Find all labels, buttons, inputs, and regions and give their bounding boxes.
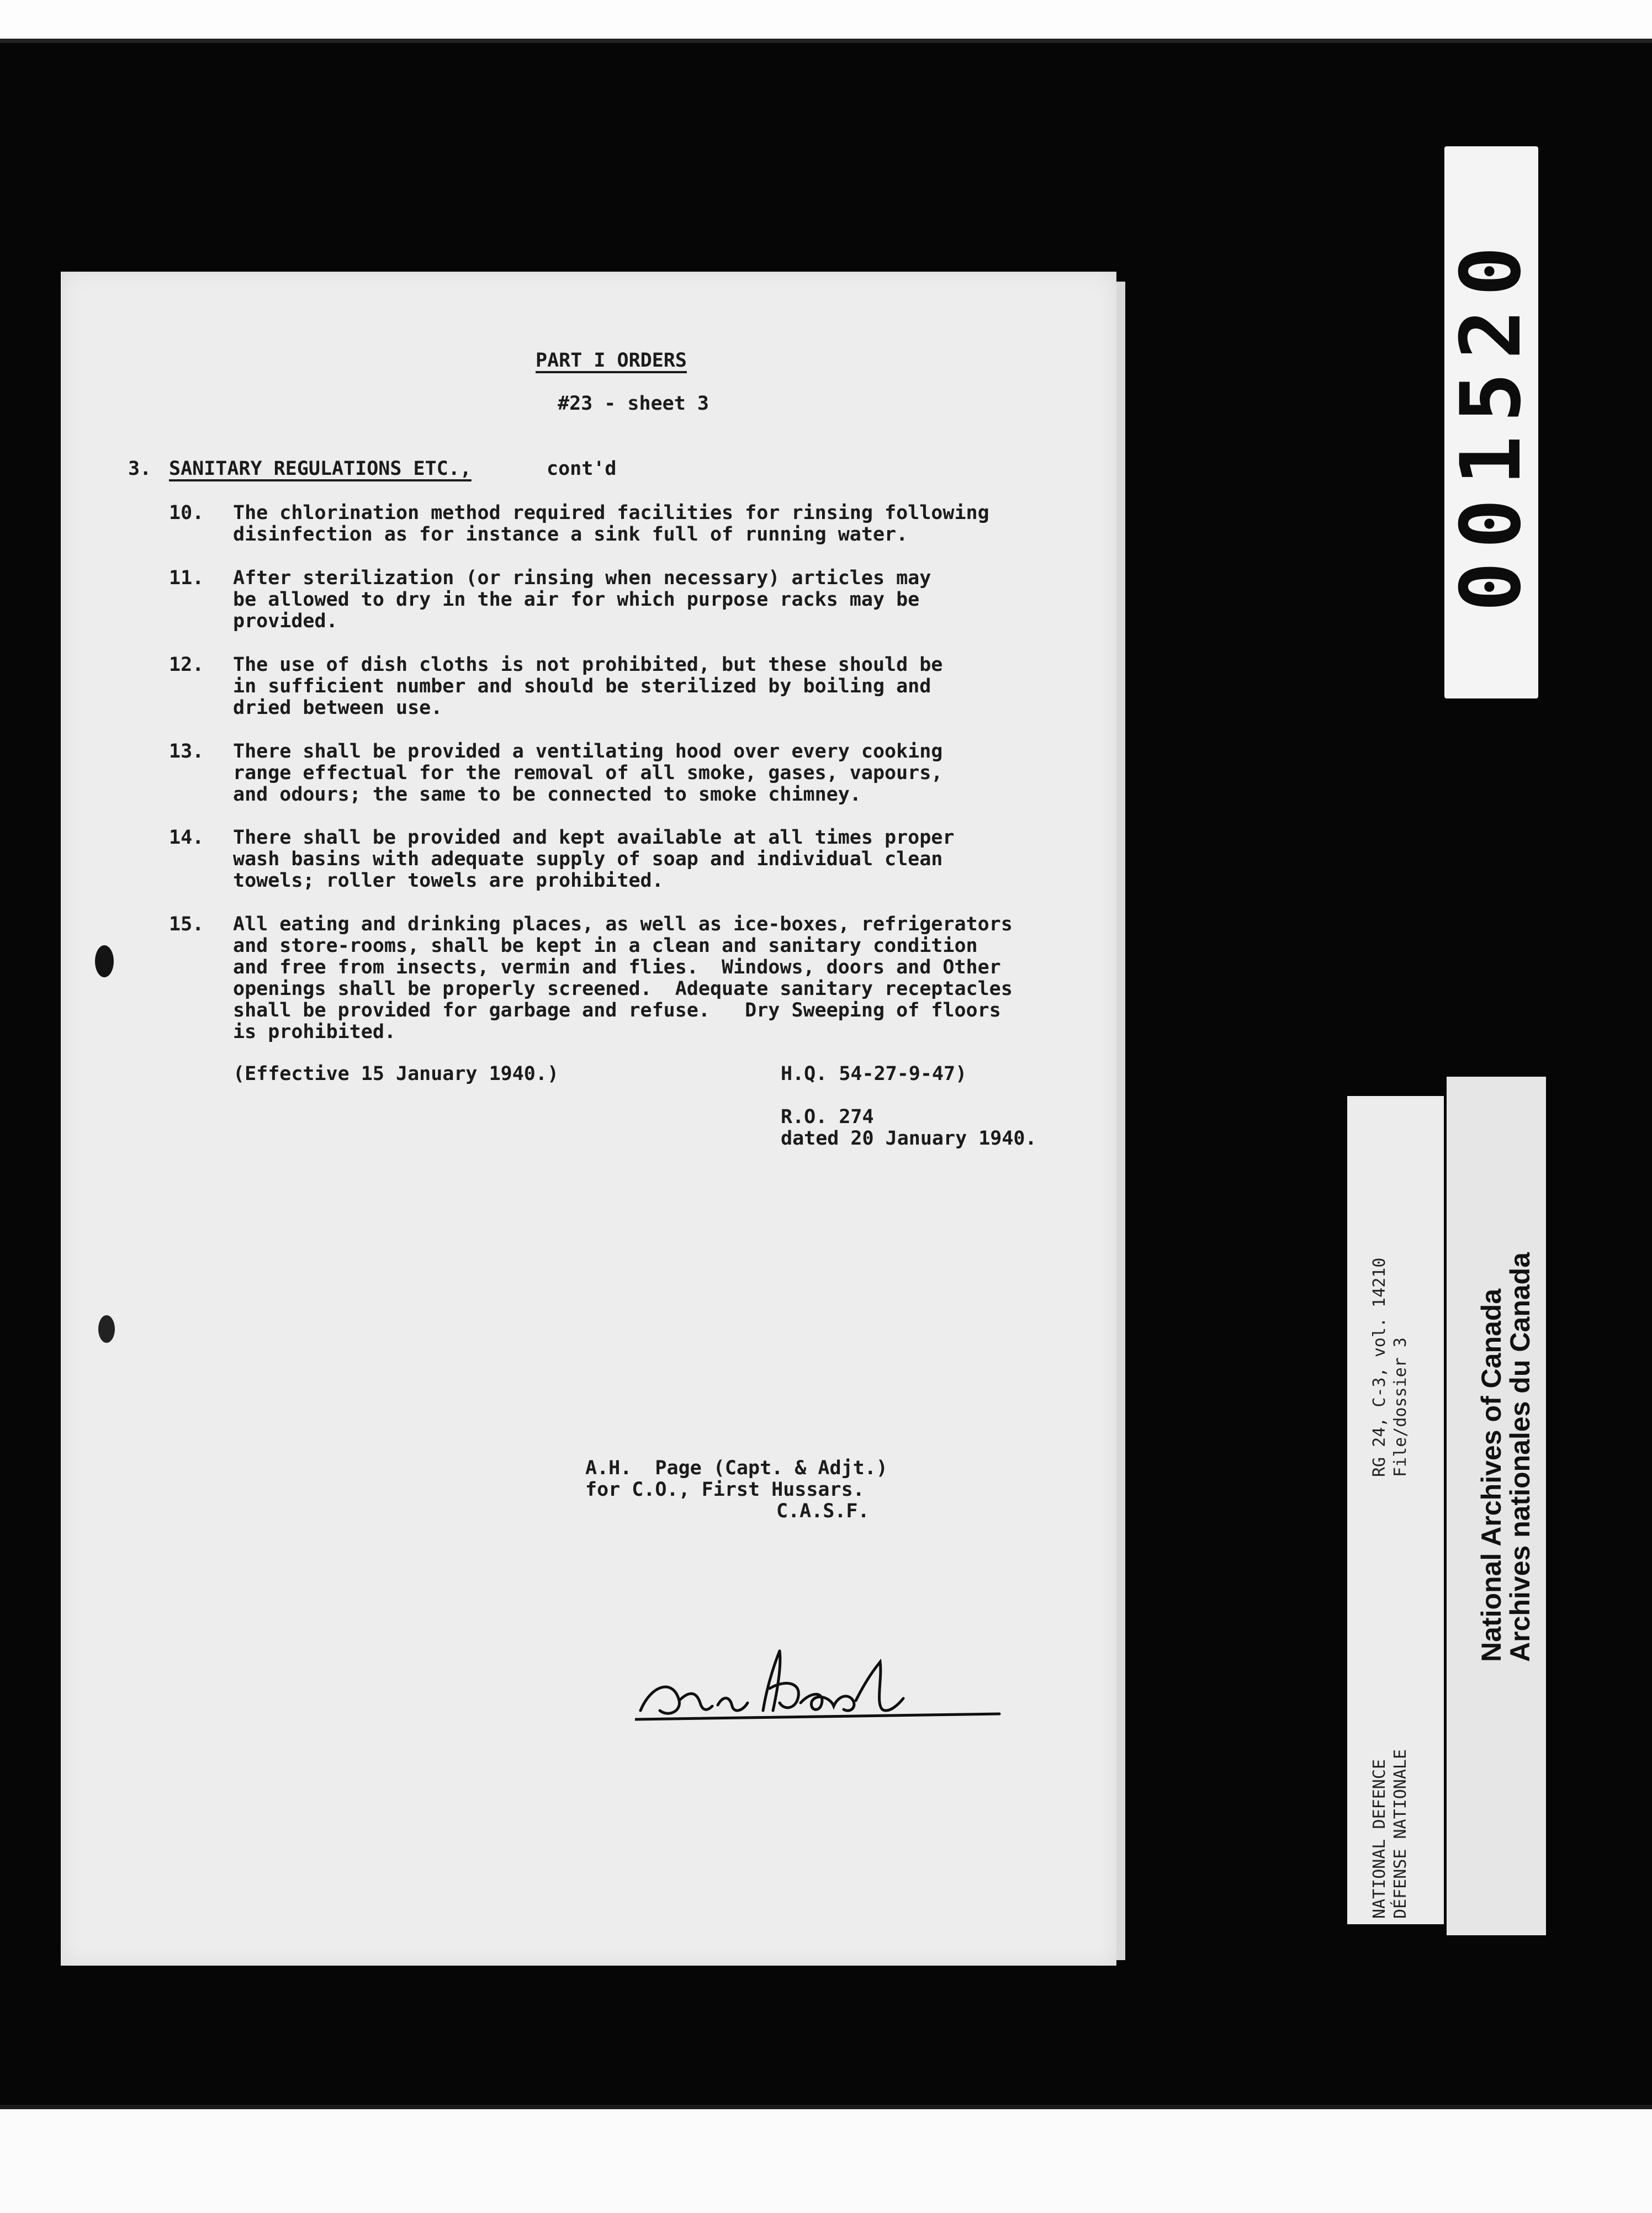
paragraph-line: dried between use. bbox=[233, 697, 443, 719]
file-reference: File/dossier 3 bbox=[1391, 1337, 1410, 1477]
frame-number: 001520 bbox=[1443, 233, 1539, 612]
paragraph-line: All eating and drinking places, as well as ice-boxes, refrigerators bbox=[233, 913, 1013, 935]
routine-order-date: dated 20 January 1940. bbox=[781, 1127, 1037, 1150]
paragraph-line: disinfection as for instance a sink full of running water. bbox=[233, 523, 908, 546]
punch-hole-bottom bbox=[98, 1315, 115, 1343]
section-number: 3. bbox=[128, 458, 152, 480]
sheet-reference: #23 - sheet 3 bbox=[558, 393, 709, 415]
paragraph-line: range effectual for the removal of all smoke, gases, vapours, bbox=[233, 762, 943, 784]
department-english: NATIONAL DEFENCE bbox=[1370, 1759, 1389, 1919]
section-continued: cont'd bbox=[547, 458, 617, 480]
archive-reference-label bbox=[1347, 1096, 1444, 1924]
paragraph-line: be allowed to dry in the air for which purpose racks may be bbox=[233, 589, 920, 611]
paragraph-line: shall be provided for garbage and refuse. Dry Sweeping of floors bbox=[233, 999, 1001, 1021]
paragraph-line: The use of dish cloths is not prohibited, but these should be bbox=[233, 654, 943, 676]
department-french: DÉFENSE NATIONALE bbox=[1391, 1749, 1410, 1919]
paragraph-line: in sufficient number and should be sterilized by boiling and bbox=[233, 675, 931, 697]
frame-number-stamp bbox=[1444, 146, 1538, 698]
paragraph-line: and free from insects, vermin and flies. Windows, doors and Other bbox=[233, 956, 1001, 978]
signatory-unit: C.A.S.F. bbox=[776, 1500, 870, 1522]
paragraph-line: openings shall be properly screened. Adequate sanitary receptacles bbox=[233, 978, 1013, 1000]
effective-date: (Effective 15 January 1940.) bbox=[233, 1063, 559, 1085]
paragraph-number: 14. bbox=[169, 827, 204, 849]
paragraph-line: and store-rooms, shall be kept in a clean and sanitary condition bbox=[233, 935, 978, 957]
paragraph-number: 15. bbox=[169, 913, 204, 935]
paragraph-line: wash basins with adequate supply of soap and individual clean bbox=[233, 848, 943, 870]
document-page bbox=[61, 272, 1116, 1966]
scan-bottom-border bbox=[0, 2109, 1652, 2213]
archive-name-label bbox=[1447, 1077, 1546, 1935]
hq-reference: H.Q. 54-27-9-47) bbox=[781, 1063, 967, 1085]
scan-top-border bbox=[0, 0, 1652, 39]
punch-hole-top bbox=[95, 945, 114, 977]
scan-bottom-line bbox=[0, 2105, 1652, 2109]
paragraph-line: The chlorination method required facilities for rinsing following bbox=[233, 502, 989, 524]
paragraph-number: 13. bbox=[169, 740, 204, 763]
archive-name-english: National Archives of Canada bbox=[1476, 1288, 1507, 1662]
paragraph-line: There shall be provided a ventilating hood over every cooking bbox=[233, 740, 943, 763]
document-title: PART I ORDERS bbox=[536, 350, 687, 372]
signatory-title: for C.O., First Hussars. bbox=[585, 1479, 865, 1501]
handwritten-signature bbox=[635, 1645, 1010, 1728]
paragraph-line: towels; roller towels are prohibited. bbox=[233, 870, 664, 892]
paragraph-line: After sterilization (or rinsing when necessary) articles may bbox=[233, 567, 931, 589]
paragraph-line: provided. bbox=[233, 610, 338, 632]
record-group-reference: RG 24, C-3, vol. 14210 bbox=[1370, 1257, 1389, 1477]
scan-top-line bbox=[0, 39, 1652, 43]
section-title: SANITARY REGULATIONS ETC., bbox=[169, 458, 472, 480]
archive-name-french: Archives nationales du Canada bbox=[1505, 1252, 1535, 1662]
signatory-name: A.H. Page (Capt. & Adjt.) bbox=[585, 1457, 888, 1479]
paragraph-line: and odours; the same to be connected to smoke chimney. bbox=[233, 783, 861, 806]
paragraph-number: 11. bbox=[169, 567, 204, 589]
paragraph-number: 10. bbox=[169, 502, 204, 524]
paragraph-number: 12. bbox=[169, 654, 204, 676]
paragraph-line: There shall be provided and kept available at all times proper bbox=[233, 827, 955, 849]
paragraph-line: is prohibited. bbox=[233, 1021, 396, 1043]
routine-order-number: R.O. 274 bbox=[781, 1106, 874, 1128]
